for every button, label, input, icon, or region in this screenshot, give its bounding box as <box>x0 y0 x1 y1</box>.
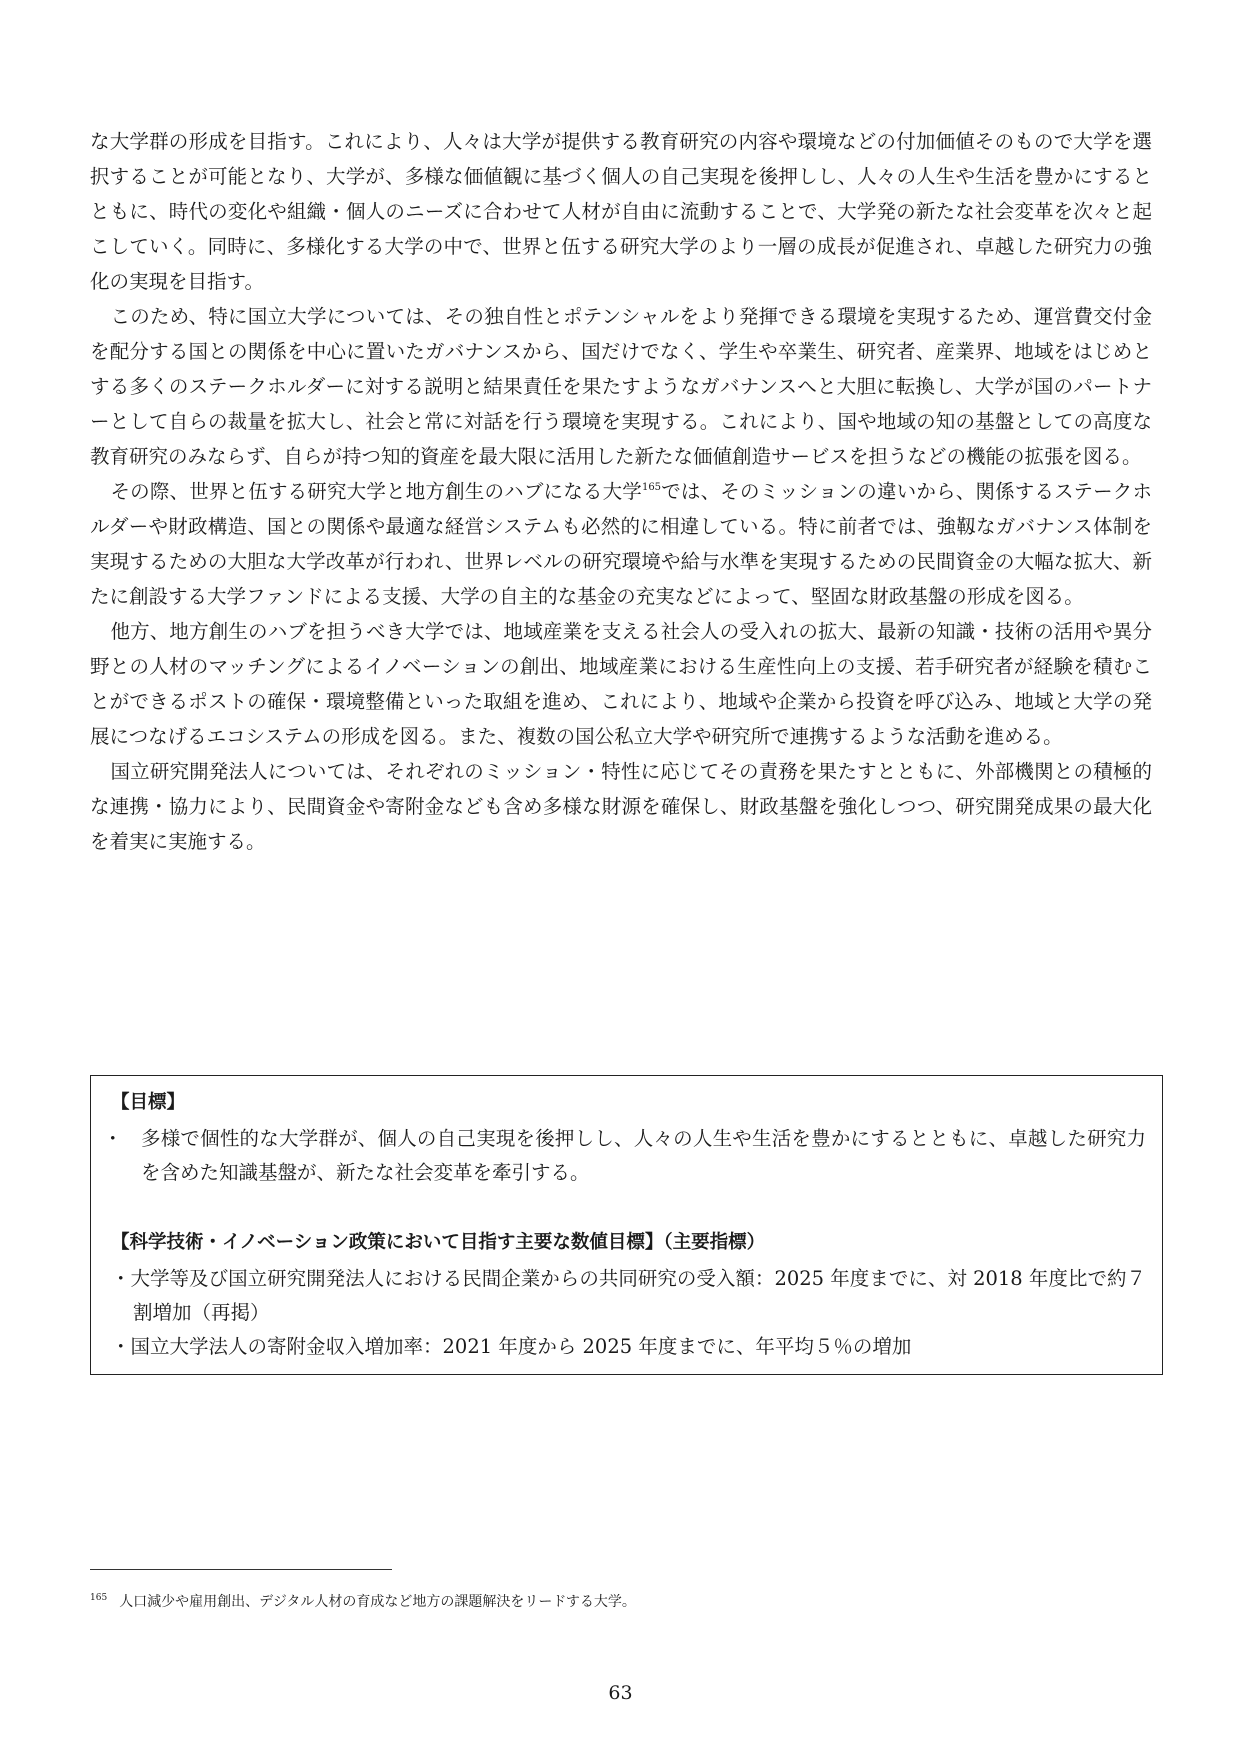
paragraph-2: このため、特に国立大学については、その独自性とポテンシャルをより発揮できる環境を実現するため、運営費交付金を配分する国との関係を中心に置いたガバナンスから、国だけでなく、学生や卒業生、研究者、産業界、地域をはじめとする多くのステークホルダーに対する説明と結果責任を果たすようなガバナンスへと大胆に転換し、大学が国のパートナーとして自らの裁量を拡大し、社会と常に対話を行う環境を実現する。これにより、国や地域の知の基盤としての高度な教育研究のみならず、自らが持つ知的資産を最大限に活用した新たな価値創造サービスを担うなどの機能の拡張を図る。 <box>90 305 1152 468</box>
goal-heading: 【目標】 <box>111 1092 186 1113</box>
body-text <box>90 124 1152 859</box>
paragraph-3 <box>90 474 1152 614</box>
page-number: 63 <box>608 1682 633 1704</box>
paragraph-4: 他方、地方創生のハブを担うべき大学では、地域産業を支える社会人の受入れの拡大、最新の知識・技術の活用や異分野との人材のマッチングによるイノベーションの創出、地域産業における生産性向上の支援、若手研究者が経験を積むことができるポストの確保・環境整備といった取組を進め、これにより、地域や企業から投資を呼び込み、地域と大学の発展につなげるエコシステムの形成を図る。また、複数の国公私立大学や研究所で連携するような活動を進める。 <box>90 620 1153 748</box>
indicator-item: ・大学等及び国立研究開発法人における民間企業からの共同研究の受入額：2025 年度までに、対 2018 年度比で約７割増加（再掲） <box>111 1267 1146 1324</box>
footnote-number: 165 <box>90 1593 108 1603</box>
paragraph-1: な大学群の形成を目指す。これにより、人々は大学が提供する教育研究の内容や環境などの付加価値そのもので大学を選択することが可能となり、大学が、多様な価値観に基づく個人の自己実現を後押しし、人々の人生や生活を豊かにするとともに、時代の変化や組織・個人のニーズに合わせて人材が自由に流動することで、大学発の新たな社会変革を次々と起こしていく。同時に、多様化する大学の中で、世界と伍する研究大学のより一層の成長が促進され、卓越した研究力の強化の実現を目指す。 <box>90 130 1152 293</box>
indicator-item: ・国立大学法人の寄附金収入増加率：2021 年度から 2025 年度までに、年平均５％の増加 <box>111 1335 912 1358</box>
footnote <box>90 1587 1152 1613</box>
paragraph-5: 国立研究開発法人については、それぞれのミッション・特性に応じてその責務を果たすとともに、外部機関との積極的な連携・協力により、民間資金や寄附金なども含め多様な財源を確保し、財政基盤を強化しつつ、研究開発成果の最大化を着実に実施する。 <box>90 760 1152 853</box>
spacer <box>101 1190 1146 1226</box>
footnote-divider <box>90 1569 392 1570</box>
target-box <box>90 1075 1163 1375</box>
footnote-reference[interactable]: 165 <box>641 482 662 493</box>
bullet-mark: ・ <box>103 1127 123 1150</box>
indicators-heading: 【科学技術・イノベーション政策において目指す主要な数値目標】（主要指標） <box>111 1232 766 1253</box>
goal-text: 多様で個性的な大学群が、個人の自己実現を後押しし、人々の人生や生活を豊かにするとともに、卓越した研究力を含めた知識基盤が、新たな社会変革を牽引する。 <box>141 1127 1146 1184</box>
goal-item <box>101 1122 1146 1190</box>
footnote-text: 人口減少や雇用創出、デジタル人材の育成など地方の課題解決をリードする大学。 <box>119 1594 636 1610</box>
paragraph-3-after: では、そのミッションの違いから、関係するステークホルダーや財政構造、国との関係や最適な経営システムも必然的に相違している。特に前者では、強靱なガバナンス体制を実現するための大胆な大学改革が行われ、世界レベルの研究環境や給与水準を実現するための民間資金の大幅な拡大、新たに創設する大学ファンドによる支援、大学の自主的な基金の充実などによって、堅固な財政基盤の形成を図る。 <box>90 480 1152 608</box>
paragraph-3-before: その際、世界と伍する研究大学と地方創生のハブになる大学 <box>110 480 642 503</box>
